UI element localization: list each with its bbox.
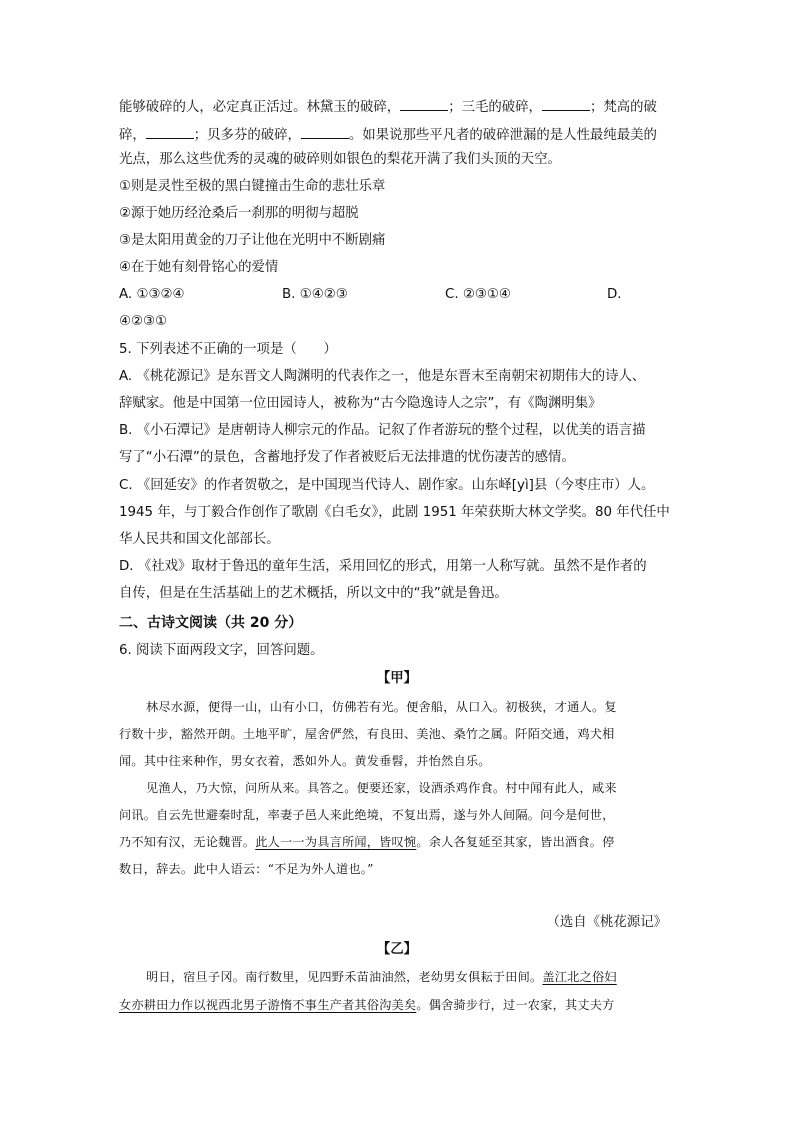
passage-jia-p1-line-1: 林尽水源，便得一山，山有小口，仿佛若有光。便舍船，从口入。初极狭，才通人。复 [146, 700, 617, 714]
q5-option-a-line-1: A. 《桃花源记》是东晋文人陶渊明的代表作之一，他是东晋末至南朝宋初期伟大的诗人、 [119, 369, 646, 384]
answer-blank-1[interactable] [400, 96, 448, 111]
q4-item-1: ①则是灵性至极的黑白键撞击生命的悲壮乐章 [119, 179, 386, 194]
q5-option-b-line-2: 写了“小石潭”的景色，含蓄地抒发了作者被贬后无法排遣的忧伤凄苦的感情。 [119, 450, 575, 465]
answer-blank-4[interactable] [301, 124, 349, 139]
passage-jia-source: （选自《桃花源记》 [546, 915, 667, 930]
q4-option-d-label[interactable]: D. [607, 287, 622, 302]
section-title: 二、古诗文阅读（共 20 分） [119, 615, 303, 631]
underlined-sentence-yi-part-2: 女亦耕田力作以视西北男子游惰不事生产者其俗沟美矣 [119, 998, 417, 1012]
underlined-sentence-jia: 此人一一为具言所闻，皆叹惋 [255, 835, 417, 849]
q6-stem: 6. 阅读下面两段文字，回答问题。 [119, 643, 324, 658]
q4-option-c[interactable]: C. ②③①④ [445, 287, 511, 302]
passage-jia-p2-line-2: 问讯。自云先世避秦时乱，率妻子邑人来此绝境，不复出焉，遂与外人间隔。问今是何世， [119, 808, 615, 822]
q5-option-c-line-3: 华人民共和国文化部部长。 [119, 532, 280, 547]
passage-jia-p2-line-1: 见渔人，乃大惊，问所从来。具答之。便要还家，设酒杀鸡作食。村中闻有此人，咸来 [146, 781, 617, 795]
q4-option-d-value[interactable]: ④②③① [119, 314, 168, 329]
q5-option-d-line-1: D. 《社戏》取材于鲁迅的童年生活，采用回忆的形式，用第一人称写就。虽然不是作者的 [119, 559, 647, 574]
q5-option-d-line-2: 自传，但是在生活基础上的艺术概括，所以文中的“我”就是鲁迅。 [119, 586, 508, 601]
q5-option-b-line-1: B. 《小石潭记》是唐朝诗人柳宗元的作品。记叙了作者游玩的整个过程，以优美的语言描 [119, 423, 646, 438]
q5-option-c-line-1: C. 《回延安》的作者贺敬之，是中国现当代诗人、剧作家。山东峄[yì]县（今枣庄市）人。 [119, 478, 655, 493]
underlined-sentence-yi-part-1: 盖江北之俗妇 [542, 970, 617, 984]
q5-option-a-line-2: 辞赋家。他是中国第一位田园诗人，被称为“古今隐逸诗人之宗”，有《陶渊明集》 [119, 396, 602, 411]
q4-item-2: ②源于她历经沧桑后一刹那的明彻与超脱 [119, 206, 359, 221]
q4-option-a[interactable]: A. ①③②④ [119, 287, 185, 302]
q4-item-4: ④在于她有刻骨铭心的爱情 [119, 260, 279, 275]
passage-yi-line-1: 明日，宿旦子冈。南行数里，见四野禾苗油油然，老幼男女俱耘于田间。盖江北之俗妇 [146, 970, 617, 984]
q5-option-c-line-2: 1945 年，与丁毅合作创作了歌剧《白毛女》，此剧 1951 年荣获斯大林文学奖。80 年代任中 [119, 505, 670, 520]
answer-blank-3[interactable] [146, 124, 194, 139]
q4-option-b[interactable]: B. ①④②③ [282, 287, 348, 302]
q4-line-2: 碎， ；贝多芬的破碎， 。如果说那些平凡者的破碎泄漏的是人性最纯最美的 [119, 124, 657, 146]
q5-stem: 5. 下列表述不正确的一项是（ ） [119, 342, 337, 357]
passage-yi-heading: 【乙】 [376, 942, 418, 957]
q4-line-3: 光点，那么这些优秀的灵魂的破碎则如银色的梨花开满了我们头顶的天空。 [119, 152, 561, 167]
passage-jia-p1-line-2: 行数十步，豁然开朗。土地平旷，屋舍俨然，有良田、美池、桑竹之属。阡陌交通，鸡犬相 [119, 727, 615, 741]
passage-jia-p2-line-3: 乃不知有汉，无论魏晋。此人一一为具言所闻，皆叹惋。余人各复延至其家，皆出酒食。停 [119, 835, 615, 849]
passage-jia-heading: 【甲】 [376, 671, 418, 686]
passage-jia-p1-line-3: 闻。其中往来种作，男女衣着，悉如外人。黄发垂髫，并怡然自乐。 [119, 754, 491, 768]
q4-item-3: ③是太阳用黄金的刀子让他在光明中不断剧痛 [119, 233, 386, 248]
answer-blank-2[interactable] [542, 96, 590, 111]
passage-yi-line-2: 女亦耕田力作以视西北男子游惰不事生产者其俗沟美矣。偶舍骑步行，过一农家，其丈夫方 [119, 998, 615, 1012]
passage-jia-p2-line-4: 数日，辞去。此中人语云：“不足为外人道也。” [119, 862, 374, 876]
q4-line-1: 能够破碎的人，必定真正活过。林黛玉的破碎， ；三毛的破碎， ；梵高的破 [119, 96, 657, 118]
